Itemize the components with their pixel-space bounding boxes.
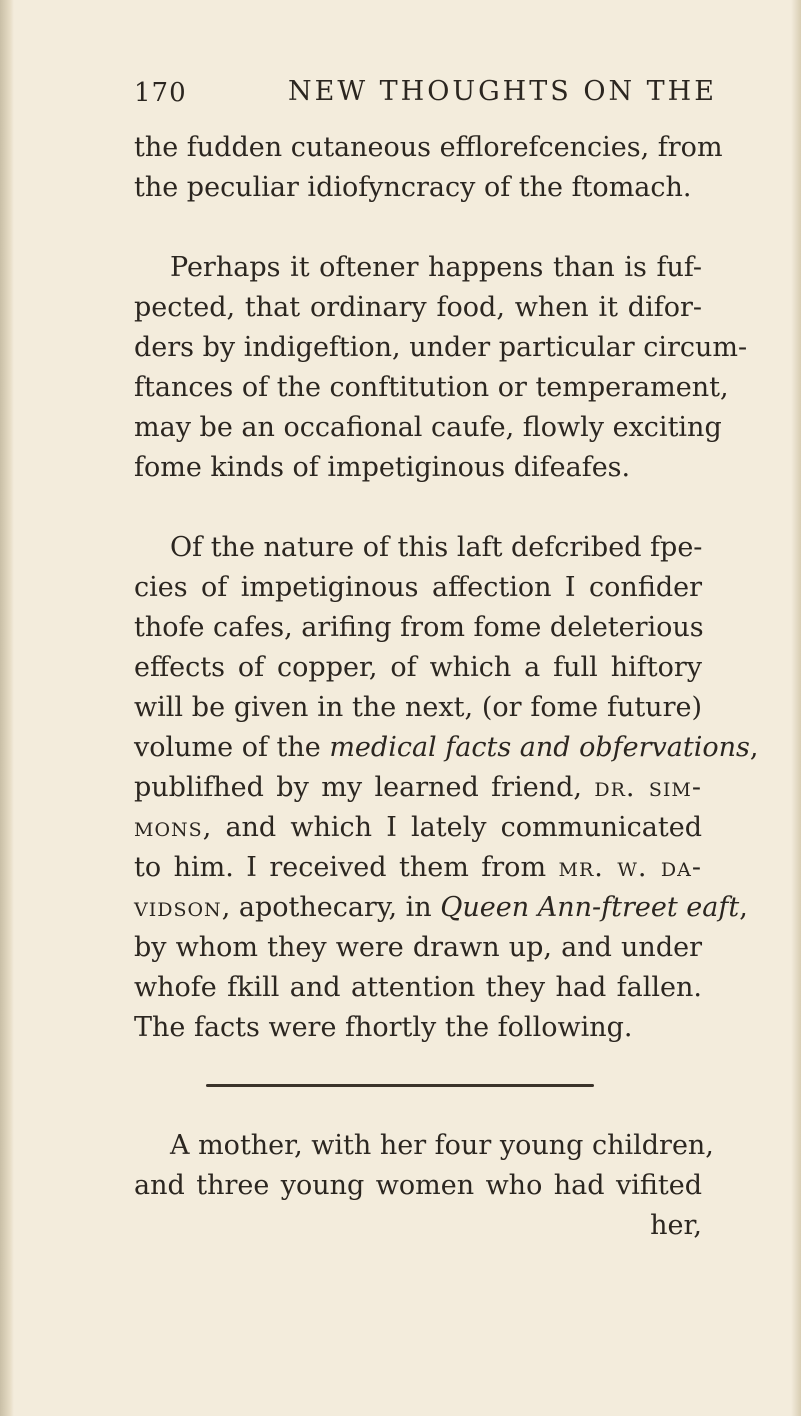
text-line: the peculiar idiofyncracy of the ftomach. — [134, 172, 692, 203]
text-run: , — [749, 732, 759, 763]
text-line: thofe cafes, arifing from fome deleterious — [134, 612, 704, 643]
paragraph-gap — [134, 208, 702, 248]
text-line: by whom they were drawn up, and under — [134, 932, 702, 963]
section-rule — [134, 1072, 702, 1102]
text-run: , — [739, 892, 748, 923]
text-run: publifhed by my learned friend, — [134, 772, 595, 803]
section-gap — [134, 1048, 702, 1072]
text-line: effects of copper, of which a full hiftory — [134, 652, 702, 683]
text-line: ders by indigeftion, under particular circum- — [134, 332, 748, 363]
place-name: Queen Ann-ftreet eaft — [440, 892, 740, 923]
text-line: whofe fkill and attention they had fallen. — [134, 972, 702, 1003]
text-run: , and which I lately communicated — [202, 812, 702, 843]
paragraph-gap — [134, 488, 702, 528]
text-line: The facts were fhortly the following. — [134, 1012, 633, 1043]
text-line: and three young women who had vifited — [134, 1170, 702, 1201]
text-line: pected, that ordinary food, when it difor- — [134, 292, 702, 323]
text-line: A mother, with her four young children, — [170, 1130, 714, 1161]
running-title: NEW THOUGHTS ON THE — [288, 76, 717, 107]
text-run: , apothecary, in — [221, 892, 441, 923]
text-line: Of the nature of this laft defcribed fpe- — [170, 532, 703, 563]
person-name: mons — [134, 812, 203, 843]
text-line: may be an occafional caufe, flowly exciting — [134, 412, 722, 443]
text-line: ftances of the conftitution or temperament, — [134, 372, 729, 403]
text-run: to him. I received them from — [134, 852, 559, 883]
text-line: fome kinds of impetiginous difeafes. — [134, 452, 631, 483]
text-line — [134, 808, 702, 848]
person-name: mr. w. da- — [558, 852, 702, 883]
text-line: cies of impetiginous affection I confider — [134, 572, 702, 603]
person-name: vidson — [134, 892, 222, 923]
body-text — [134, 128, 759, 1246]
text-line — [134, 768, 702, 808]
binding-edge — [0, 0, 14, 1416]
text-run: volume of the — [134, 732, 330, 763]
book-title: medical facts and obfervations — [329, 732, 750, 763]
text-line: the fudden cutaneous efflorefcencies, from — [134, 132, 723, 163]
text-line — [134, 848, 702, 888]
text-line — [134, 888, 748, 928]
text-line — [134, 728, 759, 768]
page-number: 170 — [134, 78, 187, 108]
text-line: will be given in the next, (or fome future) — [134, 692, 702, 723]
person-name: dr. sim- — [594, 772, 702, 803]
section-gap — [134, 1102, 702, 1126]
running-head — [134, 72, 717, 112]
page-edge — [791, 0, 801, 1416]
catchword: her, — [650, 1210, 702, 1241]
text-line: Perhaps it oftener happens than is fuf- — [170, 252, 702, 283]
